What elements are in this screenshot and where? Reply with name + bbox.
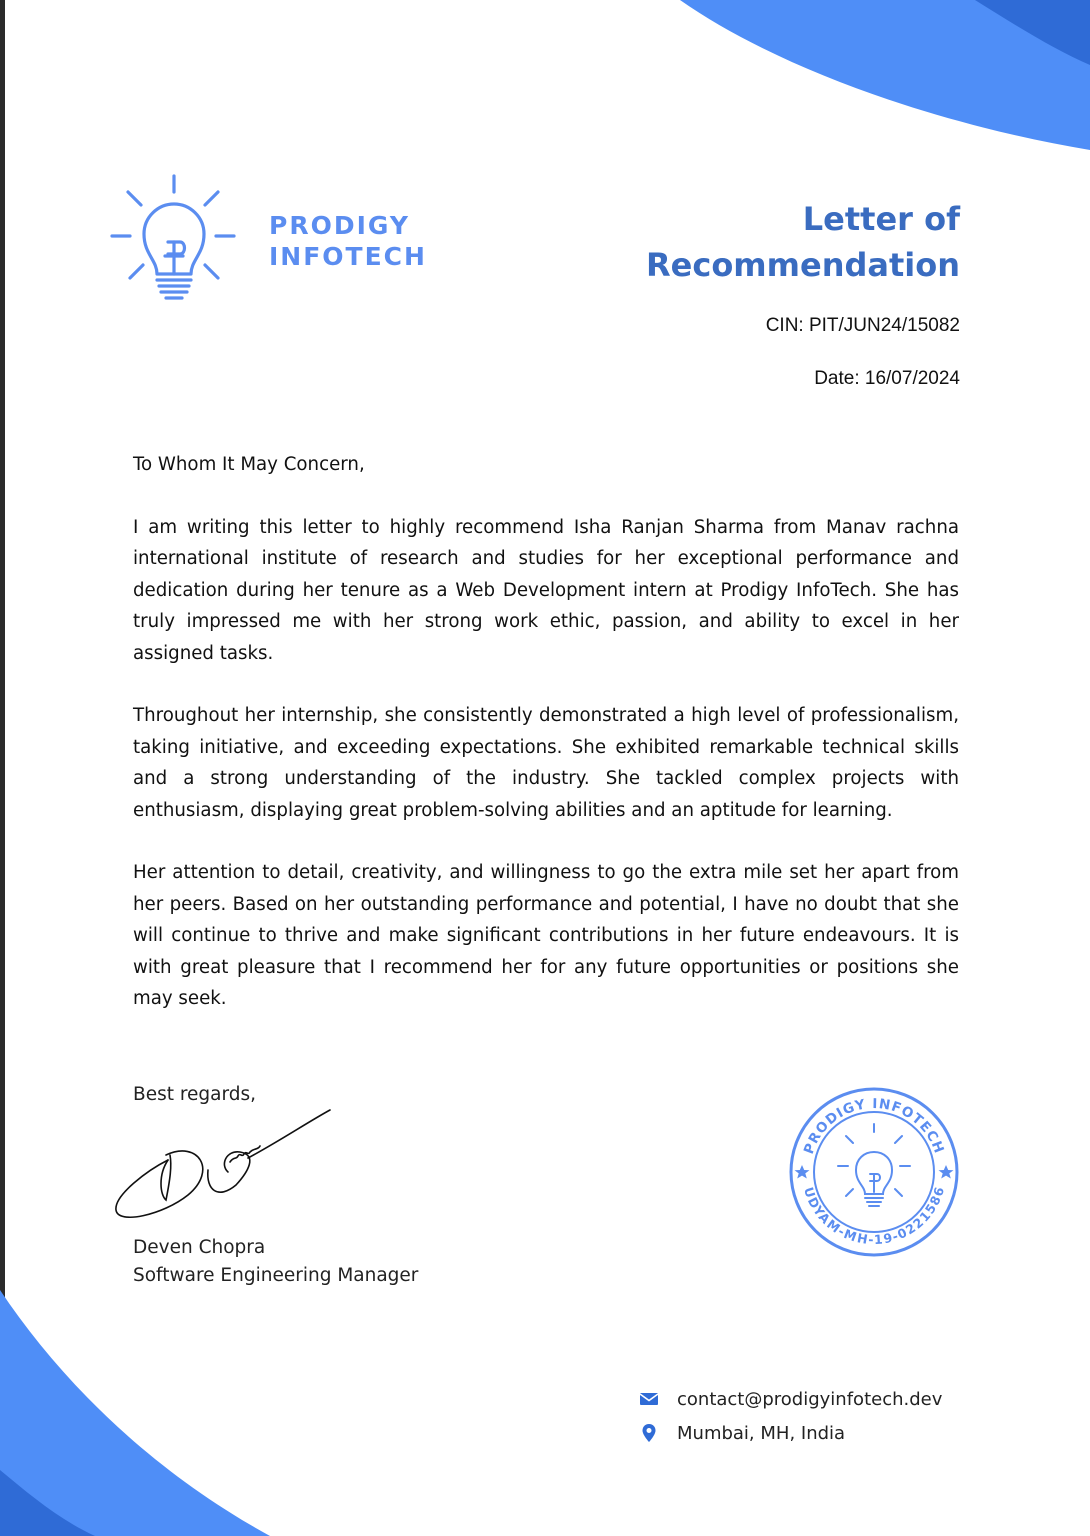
map-pin-icon bbox=[638, 1422, 660, 1444]
letter-body bbox=[133, 449, 959, 1046]
paragraph-3: Her attention to detail, creativity, and willingness to go the extra mile set her apart from her peers. Based on her outstanding performance and potential, I have no doubt that she will continue to thrive and make significant contributions in her future endeavours. It is with great pleasure that I recommend her for any future opportunities or positions she may seek. bbox=[133, 862, 959, 1009]
paragraph-2: Throughout her internship, she consistently demonstrated a high level of professionalism, taking initiative, and exceeding expectations. She exhibited remarkable technical skills and a strong understanding of the industry. She tackled complex projects with enthusiasm, displaying great problem-solving abilities and an aptitude for learning. bbox=[133, 705, 959, 821]
brand-line-1: PRODIGY bbox=[269, 211, 410, 240]
salutation: To Whom It May Concern, bbox=[133, 454, 365, 475]
title-line-1: Letter of bbox=[802, 200, 960, 238]
star-right-icon bbox=[939, 1165, 954, 1179]
stamp-bottom-text: UDYAM-MH-19-0221586 bbox=[801, 1185, 947, 1247]
title-line-2: Recommendation bbox=[646, 246, 960, 284]
page-title bbox=[540, 196, 960, 288]
signature-icon bbox=[108, 1100, 338, 1230]
stamp-bulb-icon bbox=[838, 1124, 910, 1206]
star-left-icon bbox=[795, 1165, 810, 1179]
email-text[interactable]: contact@prodigyinfotech.dev bbox=[677, 1388, 943, 1410]
contact-email bbox=[638, 1388, 942, 1410]
lightbulb-icon bbox=[108, 172, 243, 304]
location-text: Mumbai, MH, India bbox=[677, 1422, 846, 1444]
contact-location bbox=[638, 1422, 845, 1444]
signer-title: Software Engineering Manager bbox=[133, 1265, 419, 1286]
stamp-top-text: PRODIGY INFOTECH bbox=[800, 1095, 948, 1157]
paragraph-1: I am writing this letter to highly recommend Isha Ranjan Sharma from Manav rachna international institute of research and studies for her exceptional performance and dedication during her tenure as a Web Development intern at Prodigy InfoTech. She has truly impressed me with her strong work ethic, passion, and ability to excel in her assigned tasks. bbox=[133, 516, 959, 664]
brand-name bbox=[269, 210, 427, 272]
brand-line-2: INFOTECH bbox=[269, 242, 427, 271]
envelope-icon bbox=[638, 1388, 660, 1410]
signer-name: Deven Chopra bbox=[133, 1237, 266, 1258]
bottom-left-wave bbox=[0, 1290, 270, 1536]
company-stamp bbox=[788, 1086, 960, 1258]
letter-date: Date: 16/07/2024 bbox=[814, 368, 960, 389]
cin-number: CIN: PIT/JUN24/15082 bbox=[765, 315, 960, 336]
closing: Best regards, bbox=[133, 1084, 257, 1105]
signer bbox=[133, 1234, 418, 1290]
